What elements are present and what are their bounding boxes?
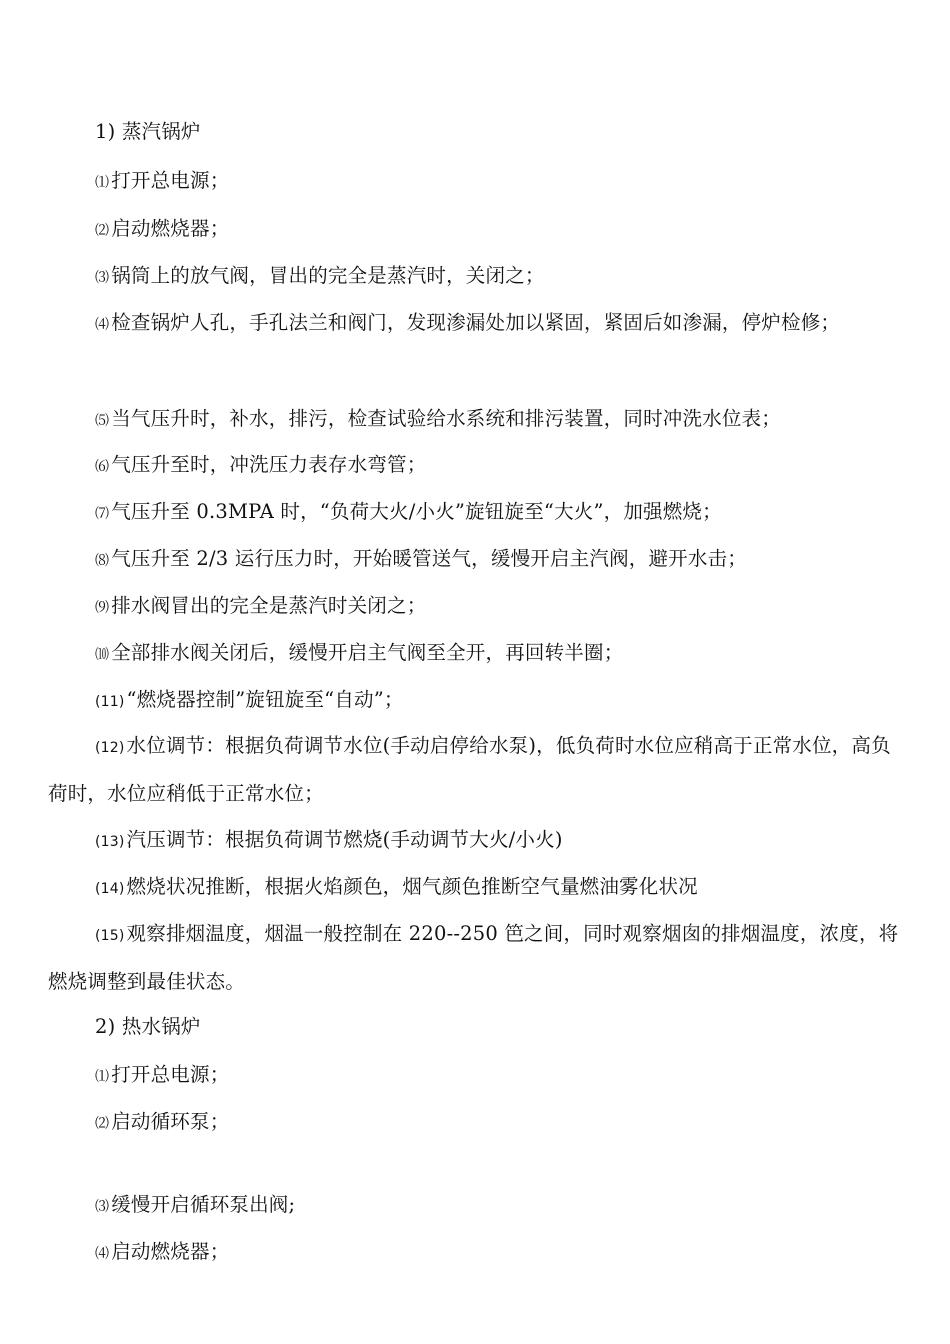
list-item — [48, 1229, 900, 1277]
item-number: ⑼ — [95, 600, 110, 616]
list-item — [48, 817, 900, 865]
list-item — [48, 630, 900, 678]
item-number: (11) — [95, 694, 125, 710]
item-text: 启动燃烧器； — [111, 1240, 230, 1263]
item-text: 燃烧状况推断，根据火焰颜色，烟气颜色推断空气量燃油雾化状况 — [126, 875, 698, 898]
list-item — [48, 1099, 900, 1147]
item-text: 气压升至时，冲洗压力表存水弯管； — [111, 453, 427, 476]
item-number: ⑵ — [95, 223, 110, 239]
section-heading-steam-boiler: 1) 蒸汽锅炉 — [95, 120, 201, 143]
list-item — [48, 1052, 900, 1100]
item-text: 汽压调节：根据负荷调节燃烧(手动调节大火/小火) — [126, 828, 563, 851]
item-text: 当气压升时，补水，排污，检查试验给水系统和排污装置，同时冲洗水位表； — [111, 407, 782, 430]
item-text: 启动燃烧器； — [111, 217, 230, 240]
list-item — [48, 1182, 900, 1230]
item-text: 观察排烟温度，烟温一般控制在 220--250 笆之间，同时观察烟囱的排烟温度，浓度，将燃烧调整到最佳状态。 — [48, 922, 899, 993]
list-item — [48, 583, 900, 631]
item-text: “燃烧器控制”旋钮旋至“自动”； — [126, 688, 404, 711]
item-text: 气压升至 0.3MPA 时，“负荷大火/小火”旋钮旋至“大火”，加强燃烧； — [111, 500, 722, 523]
item-text: 打开总电源； — [111, 1063, 230, 1086]
list-item — [48, 158, 900, 206]
item-number: (13) — [95, 834, 125, 850]
list-item — [48, 300, 900, 348]
item-text: 排水阀冒出的完全是蒸汽时关闭之； — [111, 594, 427, 617]
item-number: ⑷ — [95, 1246, 110, 1262]
item-number: (14) — [95, 881, 125, 897]
item-number: (12) — [95, 740, 125, 756]
list-item — [48, 864, 900, 912]
item-text: 锅筒上的放气阀，冒出的完全是蒸汽时，关闭之； — [111, 264, 545, 287]
list-item — [48, 723, 900, 817]
item-text: 启动循环泵； — [111, 1110, 230, 1133]
list-item — [48, 911, 900, 1005]
item-text: 打开总电源； — [111, 169, 230, 192]
item-number: ⑽ — [95, 647, 110, 663]
item-number: ⑻ — [95, 553, 110, 569]
item-number: ⑹ — [95, 459, 110, 475]
item-number: ⑷ — [95, 317, 110, 333]
section-heading-hot-water-boiler: 2) 热水锅炉 — [95, 1015, 201, 1038]
item-number: ⑴ — [95, 1069, 110, 1085]
list-item — [48, 206, 900, 254]
list-item — [48, 489, 900, 537]
item-number: ⑴ — [95, 175, 110, 191]
item-text: 缓慢开启循环泵出阀; — [111, 1193, 296, 1216]
item-number: ⑸ — [95, 413, 110, 429]
item-text: 气压升至 2/3 运行压力时，开始暖管送气，缓慢开启主汽阀，避开水击； — [111, 547, 747, 570]
item-text: 全部排水阀关闭后，缓慢开启主气阀至全开，再回转半圈； — [111, 641, 624, 664]
list-item — [48, 677, 900, 725]
list-item — [48, 442, 900, 490]
list-item — [48, 253, 900, 301]
list-item — [48, 396, 900, 444]
list-item — [48, 536, 900, 584]
item-number: ⑵ — [95, 1116, 110, 1132]
item-number: ⑶ — [95, 1199, 110, 1215]
item-text: 水位调节：根据负荷调节水位(手动启停给水泵)，低负荷时水位应稍高于正常水位，高负荷时，水位应稍低于正常水位； — [48, 734, 891, 805]
item-number: (15) — [95, 928, 125, 944]
item-number: ⑶ — [95, 270, 110, 286]
item-number: ⑺ — [95, 506, 110, 522]
item-text: 检查锅炉人孔，手孔法兰和阀门，发现渗漏处加以紧固，紧固后如渗漏，停炉检修； — [111, 311, 841, 334]
